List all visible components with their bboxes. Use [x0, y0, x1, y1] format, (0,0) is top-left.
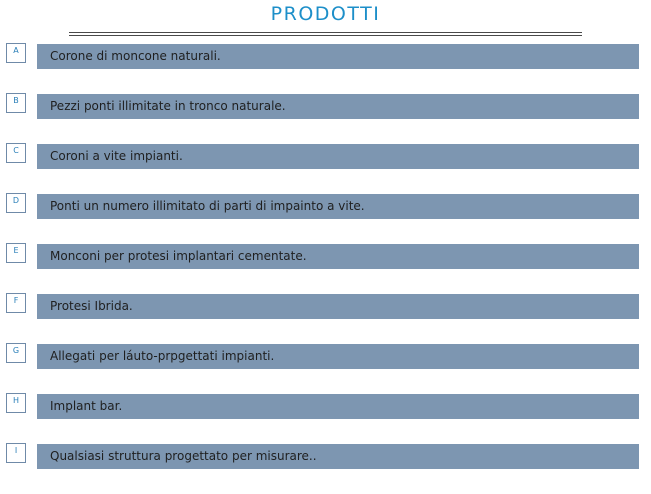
product-item-f[interactable]	[0, 293, 651, 319]
product-letter-badge[interactable]: A	[6, 43, 26, 63]
product-item-c[interactable]	[0, 143, 651, 169]
product-label[interactable]: Allegati per láuto-prpgettati impianti.	[37, 344, 639, 369]
product-item-a[interactable]	[0, 43, 651, 69]
product-letter-badge[interactable]: G	[6, 343, 26, 363]
product-letter-badge[interactable]: C	[6, 143, 26, 163]
product-label[interactable]: Monconi per protesi implantari cementate.	[37, 244, 639, 269]
product-label[interactable]: Qualsiasi struttura progettato per misurare..	[37, 444, 639, 469]
product-letter-badge[interactable]: D	[6, 193, 26, 213]
product-label[interactable]: Protesi Ibrida.	[37, 294, 639, 319]
product-label[interactable]: Implant bar.	[37, 394, 639, 419]
product-letter-badge[interactable]: B	[6, 93, 26, 113]
product-label[interactable]: Coroni a vite impianti.	[37, 144, 639, 169]
product-letter-badge[interactable]: F	[6, 293, 26, 313]
product-item-b[interactable]	[0, 93, 651, 119]
product-item-g[interactable]	[0, 343, 651, 369]
product-letter-badge[interactable]: E	[6, 243, 26, 263]
page-title: PRODOTTI	[270, 3, 381, 25]
product-label[interactable]: Pezzi ponti illimitate in tronco naturale.	[37, 94, 639, 119]
product-item-e[interactable]	[0, 243, 651, 269]
product-item-h[interactable]	[0, 393, 651, 419]
product-letter-badge[interactable]: I	[6, 443, 26, 463]
product-letter-badge[interactable]: H	[6, 393, 26, 413]
product-item-i[interactable]	[0, 443, 651, 469]
product-item-d[interactable]	[0, 193, 651, 219]
product-label[interactable]: Corone di moncone naturali.	[37, 44, 639, 69]
title-underline	[69, 32, 582, 36]
product-label[interactable]: Ponti un numero illimitato di parti di impainto a vite.	[37, 194, 639, 219]
